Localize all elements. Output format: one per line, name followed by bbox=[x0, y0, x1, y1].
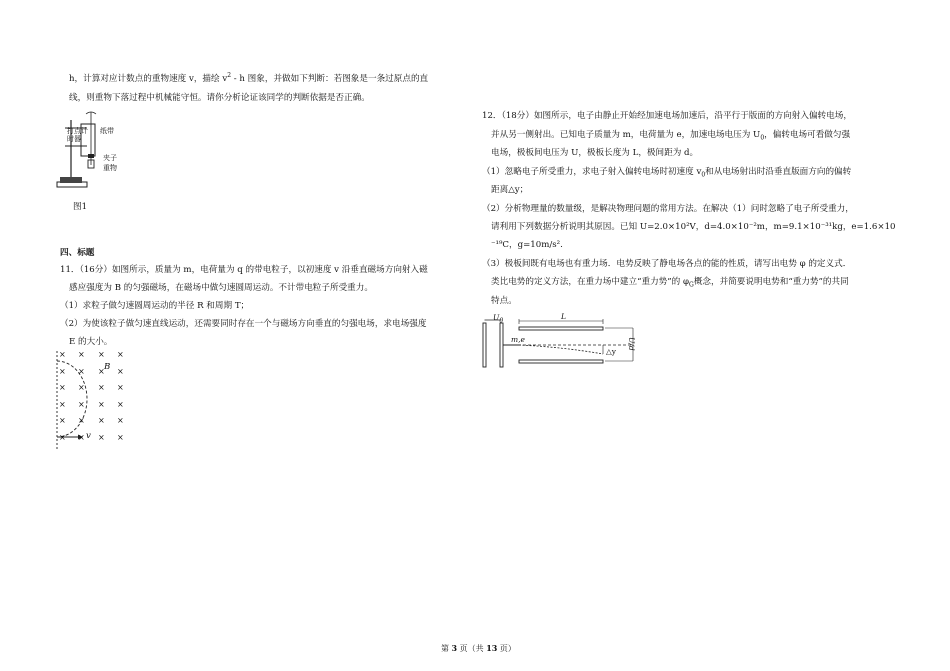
q12-sub-2-line-3: ⁻¹⁹C，g=10m/s². bbox=[491, 240, 563, 250]
intro-line-1: h，计算对应计数点的重物速度 v，描绘 $v^2$ - h 图象，并做如下判断：若图象是一条过原点的直 bbox=[69, 72, 429, 84]
field-cross-mark: × bbox=[117, 383, 124, 392]
fig1-label-clip: 夹子 bbox=[103, 154, 117, 162]
field-cross-mark: × bbox=[78, 432, 85, 442]
field-cross-mark: × bbox=[98, 366, 105, 376]
q12-line-2: 并从另一侧射出。已知电子质量为 m，电荷量为 e，加速电场电压为 $U_0$，偏转电场可看做匀强 bbox=[491, 130, 851, 142]
field-cross-mark: × bbox=[98, 350, 105, 359]
field-cross-mark: × bbox=[78, 399, 85, 409]
q11-label-v: v bbox=[86, 431, 91, 441]
q12-sub-3-line-3: 特点。 bbox=[491, 296, 517, 306]
field-cross-mark: × bbox=[98, 399, 105, 409]
field-cross-mark: × bbox=[117, 399, 124, 409]
field-cross-mark: × bbox=[117, 366, 124, 376]
field-cross-mark: × bbox=[59, 383, 66, 392]
field-cross-mark: × bbox=[78, 350, 85, 359]
field-cross-mark: × bbox=[98, 383, 105, 392]
q11-sub-2-line-2: E 的大小。 bbox=[69, 337, 113, 347]
field-cross-mark: × bbox=[59, 399, 66, 409]
q11-sub-2-line-1: （2）为使该粒子做匀速直线运动，还需要同时存在一个与磁场方向垂直的匀强电场，求电场强度 bbox=[60, 319, 427, 329]
section-title: 四、标题 bbox=[60, 248, 95, 258]
fig1-label-timer: 打点计时器 bbox=[67, 127, 88, 143]
figure-1-caption: 图1 bbox=[73, 202, 88, 212]
q12-label-U0: $U_0$ bbox=[493, 313, 504, 325]
field-cross-mark: × bbox=[98, 416, 105, 425]
fig1-label-tape: 纸带 bbox=[100, 127, 114, 135]
field-cross-mark: × bbox=[59, 416, 66, 425]
q11-line-2: 感应强度为 B 的匀强磁场，在磁场中做匀速圆周运动。不计带电粒子所受重力。 bbox=[69, 283, 373, 293]
q12-sub-1-line-2: 距离△y； bbox=[491, 185, 529, 195]
q12-sub-2-line-1: （2）分析物理量的数量级，是解决物理问题的常用方法。在解决（1）问时忽略了电子所受重力， bbox=[482, 204, 854, 214]
q12-label-L: L bbox=[561, 312, 566, 321]
field-cross-mark: × bbox=[59, 366, 66, 376]
field-cross-mark: × bbox=[117, 350, 124, 359]
q11-label-B: B bbox=[104, 362, 111, 372]
field-cross-mark: × bbox=[117, 432, 124, 442]
q12-line-1: 12．（18分）如图所示，电子由静止开始经加速电场加速后，沿平行于版面的方向射入偏转电场， bbox=[482, 111, 852, 121]
q12-label-Ud: U/d bbox=[627, 337, 636, 351]
q12-label-dy: △y bbox=[606, 347, 617, 356]
field-cross-mark: × bbox=[98, 432, 105, 442]
field-cross-mark: × bbox=[78, 383, 85, 392]
q12-sub-3-line-1: （3）极板间既有电场也有重力场．电势反映了静电场各点的能的性质，请写出电势 φ 的定义式． bbox=[482, 259, 852, 269]
field-cross-mark: × bbox=[78, 366, 85, 376]
page-footer: 第 3 页（共 13 页） bbox=[441, 643, 516, 653]
q11-line-1: 11．（16分）如图所示，质量为 m，电荷量为 q 的带电粒子，以初速度 v 沿垂直磁场方向射入磁 bbox=[60, 265, 428, 275]
field-cross-mark: × bbox=[117, 416, 124, 425]
q12-sub-1-line-1: （1）忽略电子所受重力，求电子射入偏转电场时初速度 $v_0$和从电场射出时沿垂直版面方向的偏转 bbox=[482, 167, 852, 179]
q12-sub-3-line-2: 类比电势的定义方法，在重力场中建立“重力势”的 $\varphi_G$概念，并简要说明电势和“重力势”的共同 bbox=[491, 277, 849, 289]
field-cross-mark: × bbox=[59, 350, 66, 359]
field-cross-mark: × bbox=[78, 416, 85, 425]
q11-sub-1: （1）求粒子做匀速圆周运动的半径 R 和周期 T； bbox=[60, 301, 250, 311]
field-cross-mark: × bbox=[59, 432, 66, 442]
q12-line-3: 电场，极板间电压为 U，极板长度为 L，极间距为 d。 bbox=[491, 148, 699, 158]
fig1-label-weight: 重物 bbox=[103, 164, 117, 172]
q12-label-me: m,e bbox=[511, 335, 525, 344]
intro-line-2: 线，则重物下落过程中机械能守恒。请你分析论证该同学的判断依据是否正确。 bbox=[69, 93, 370, 103]
q12-sub-2-line-2: 请利用下列数据分析说明其原因。已知 U=2.0×10²V，d=4.0×10⁻²m，m=9.1×10⁻³¹kg，e=1.6×10 bbox=[491, 222, 896, 232]
